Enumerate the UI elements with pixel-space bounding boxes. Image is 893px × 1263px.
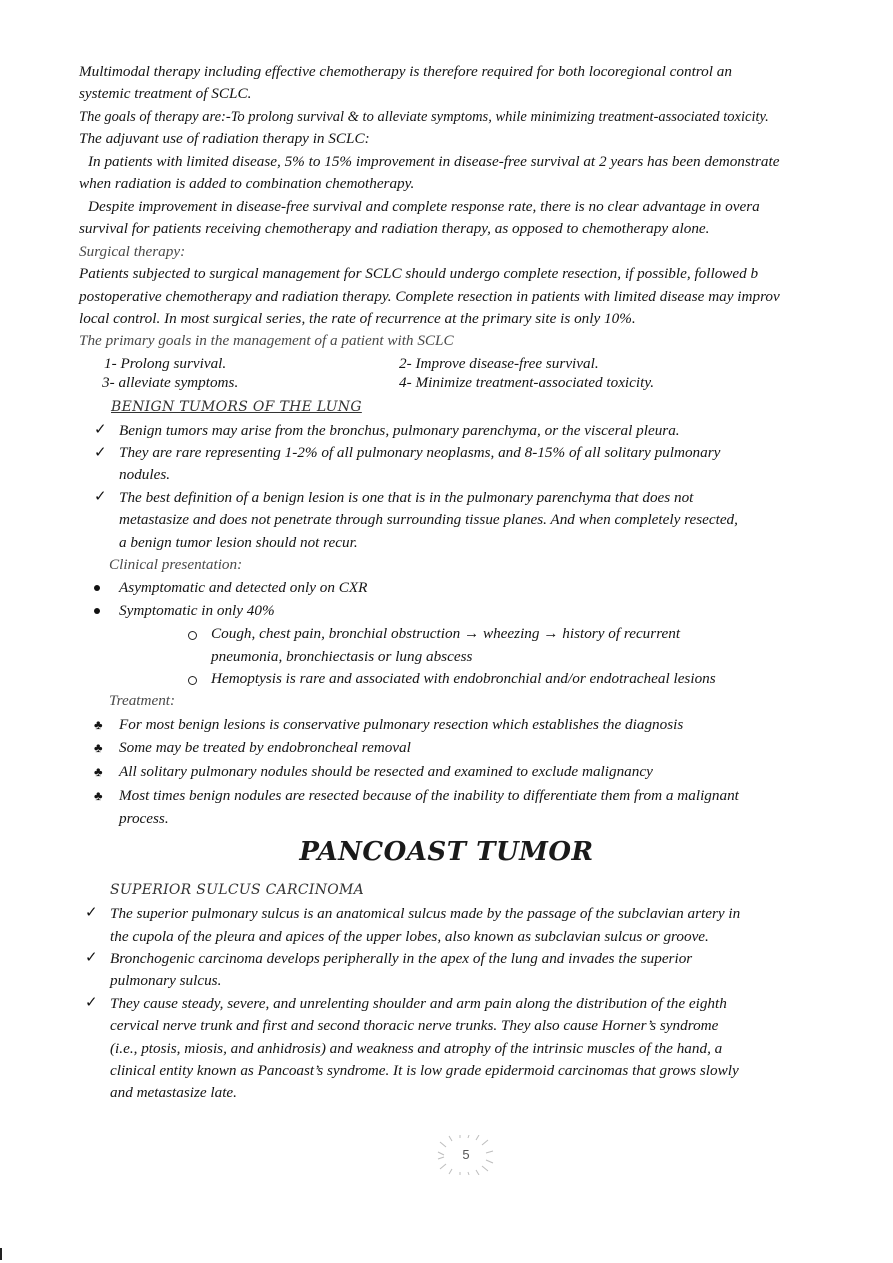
clinical-presentation-heading: Clinical presentation: xyxy=(109,556,243,573)
treatment-item: All solitary pulmonary nodules should be resected and examined to exclude malignancy xyxy=(119,763,653,780)
benign-bullet-cont: a benign tumor lesion should not recur. xyxy=(119,534,358,551)
goal-item: 2- Improve disease-free survival. xyxy=(399,355,599,372)
bullet-circle-icon xyxy=(188,676,197,685)
symptom-item: Cough, chest pain, bronchial obstruction → wheezing → history of recurrent xyxy=(211,625,681,642)
bullet-dot-icon xyxy=(94,585,100,591)
adjuvant-paragraph-line: when radiation is added to combination chemotherapy. xyxy=(79,175,415,192)
pancoast-bullet-cont: the cupola of the pleura and apices of the upper lobes, also known as subclavian sulcus or groove. xyxy=(110,928,709,945)
intro-line: Multimodal therapy including effective chemotherapy is therefore required for both locoregional control an xyxy=(79,63,732,80)
club-icon: ♣ xyxy=(94,788,103,803)
adjuvant-heading: The adjuvant use of radiation therapy in SCLC: xyxy=(79,130,370,147)
club-icon: ♣ xyxy=(94,717,103,732)
surgical-paragraph-line: postoperative chemotherapy and radiation therapy. Complete resection in patients with limited disease may improv xyxy=(79,288,780,305)
pancoast-bullet-cont: cervical nerve trunk and first and second thoracic nerve trunks. They also cause Horner’s syndrome xyxy=(110,1017,719,1034)
check-icon: ✓ xyxy=(94,422,107,438)
adjuvant-paragraph-line: Despite improvement in disease-free survival and complete response rate, there is no clear advantage in overa xyxy=(88,198,760,215)
club-icon: ♣ xyxy=(94,740,103,755)
surgical-paragraph-line: Patients subjected to surgical management for SCLC should undergo complete resection, if possible, followed b xyxy=(79,265,759,282)
benign-bullet-cont: metastasize and does not penetrate through surrounding tissue planes. And when completely resected, xyxy=(119,511,738,528)
club-icon: ♣ xyxy=(94,764,103,779)
pancoast-bullet: Bronchogenic carcinoma develops peripherally in the apex of the lung and invades the superior xyxy=(110,950,693,967)
superior-sulcus-heading: SUPERIOR SULCUS CARCINOMA xyxy=(110,882,365,898)
section-title: PANCOAST TUMOR xyxy=(299,837,594,867)
pancoast-bullet: The superior pulmonary sulcus is an anatomical sulcus made by the passage of the subclavian artery in xyxy=(110,905,741,922)
check-icon: ✓ xyxy=(85,905,98,921)
clinical-item: Symptomatic in only 40% xyxy=(119,602,275,619)
pancoast-bullet: They cause steady, severe, and unrelenting shoulder and arm pain along the distribution of the eighth xyxy=(110,995,727,1012)
check-icon: ✓ xyxy=(94,489,107,505)
benign-bullet: Benign tumors may arise from the bronchus, pulmonary parenchyma, or the visceral pleura. xyxy=(119,422,680,439)
scan-mark xyxy=(0,1248,2,1260)
pancoast-bullet-cont: clinical entity known as Pancoast’s syndrome. It is low grade epidermoid carcinomas that grows slowly xyxy=(110,1062,739,1079)
page-number-badge xyxy=(436,1135,496,1175)
intro-line: systemic treatment of SCLC. xyxy=(79,85,252,102)
treatment-item-cont: process. xyxy=(119,810,169,827)
treatment-heading: Treatment: xyxy=(109,692,176,709)
surgical-paragraph-line: local control. In most surgical series, the rate of recurrence at the primary site is only 10%. xyxy=(79,310,636,327)
adjuvant-paragraph-line: In patients with limited disease, 5% to 15% improvement in disease-free survival at 2 years has been demonstrate xyxy=(88,153,780,170)
goal-item: 1- Prolong survival. xyxy=(104,355,227,372)
benign-bullet: They are rare representing 1-2% of all pulmonary neoplasms, and 8-15% of all solitary pulmonary xyxy=(119,444,721,461)
page-number: 5 xyxy=(462,1147,470,1162)
check-icon: ✓ xyxy=(94,445,107,461)
goal-item: 4- Minimize treatment-associated toxicity. xyxy=(399,374,655,391)
clinical-item: Asymptomatic and detected only on CXR xyxy=(119,579,368,596)
goals-of-therapy: The goals of therapy are:-To prolong survival & to alleviate symptoms, while minimizing treatment-associated toxicity. xyxy=(79,109,769,125)
symptom-item: Hemoptysis is rare and associated with endobronchial and/or endotracheal lesions xyxy=(211,670,716,687)
check-icon: ✓ xyxy=(85,950,98,966)
primary-goals-heading: The primary goals in the management of a patient with SCLC xyxy=(79,332,454,349)
symptom-item-cont: pneumonia, bronchiectasis or lung abscess xyxy=(211,648,473,665)
treatment-item: For most benign lesions is conservative pulmonary resection which establishes the diagnosis xyxy=(119,716,684,733)
pancoast-bullet-cont: (i.e., ptosis, miosis, and anhidrosis) and weakness and atrophy of the intrinsic muscles of the hand, a xyxy=(110,1040,723,1057)
treatment-item: Some may be treated by endobroncheal removal xyxy=(119,739,411,756)
pancoast-bullet-cont: pulmonary sulcus. xyxy=(110,972,222,989)
benign-bullet: The best definition of a benign lesion is one that is in the pulmonary parenchyma that does not xyxy=(119,489,694,506)
bullet-dot-icon xyxy=(94,608,100,614)
benign-bullet-cont: nodules. xyxy=(119,466,171,483)
surgical-heading: Surgical therapy: xyxy=(79,243,186,260)
pancoast-bullet-cont: and metastasize late. xyxy=(110,1084,237,1101)
check-icon: ✓ xyxy=(85,995,98,1011)
adjuvant-paragraph-line: survival for patients receiving chemotherapy and radiation therapy, as opposed to chemotherapy alone. xyxy=(79,220,710,237)
goal-item: 3- alleviate symptoms. xyxy=(102,374,239,391)
bullet-circle-icon xyxy=(188,631,197,640)
treatment-item: Most times benign nodules are resected because of the inability to differentiate them from a malignant xyxy=(119,787,739,804)
benign-tumors-heading: BENIGN TUMORS OF THE LUNG xyxy=(111,399,362,415)
